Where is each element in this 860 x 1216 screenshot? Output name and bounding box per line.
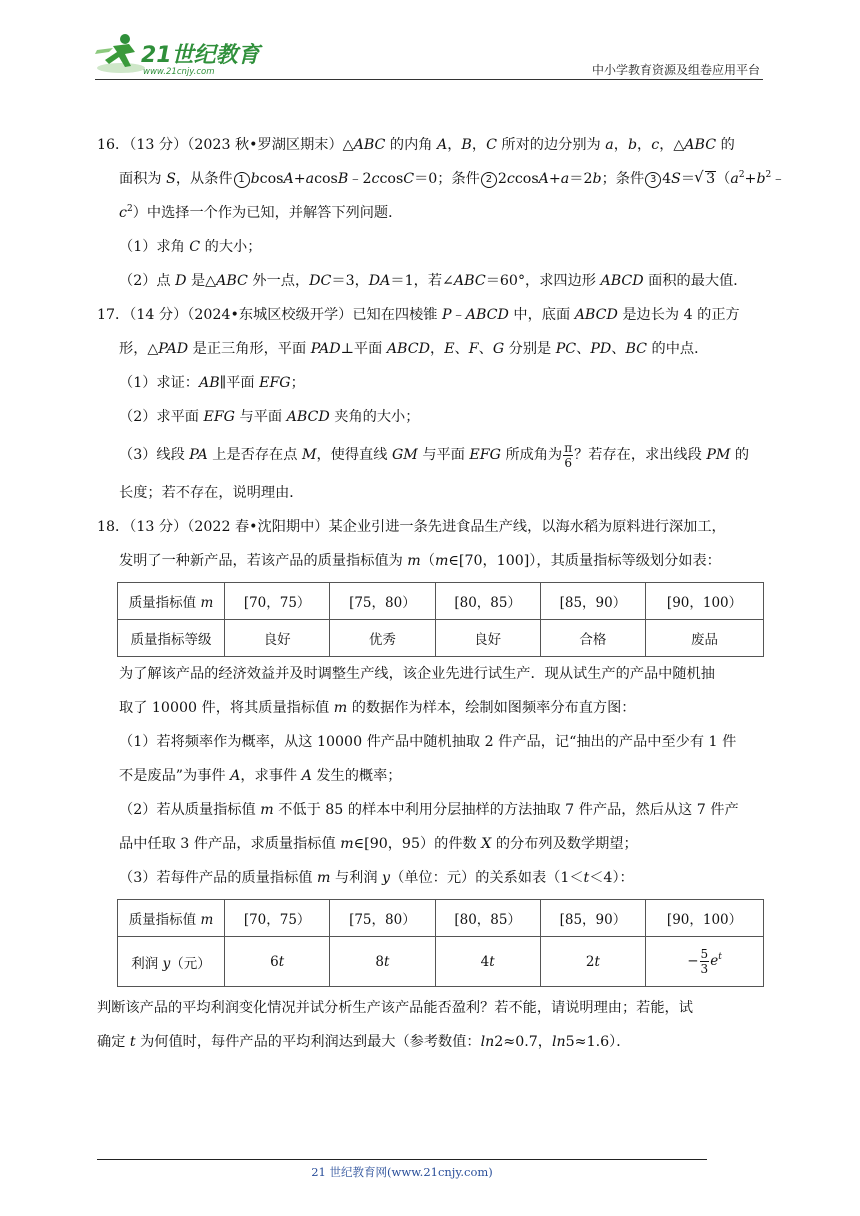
circled-number-3: 3 xyxy=(645,172,661,188)
logo-text: 21世纪教育 xyxy=(141,43,260,68)
table-header-cell: 质量指标值 m xyxy=(118,900,225,937)
page-header xyxy=(95,32,760,80)
sqrt-symbol: √ 3 xyxy=(697,162,716,196)
table-header-cell: 质量指标值 m xyxy=(118,583,225,620)
circled-number-2: 2 xyxy=(481,172,497,188)
header-divider xyxy=(95,79,763,80)
q17-sub-2: （2）求平面 EFG 与平面 ABCD 夹角的大小； xyxy=(119,409,420,425)
profit-table xyxy=(117,899,764,987)
table-cell: [85，90） xyxy=(540,900,645,937)
table-cell: 4t xyxy=(435,937,540,987)
q18-para-1: 为了解该产品的经济效益并及时调整生产线，该企业先进行试生产．现从试生产的产品中随机抽 xyxy=(119,666,715,682)
logo-url: www.21cnjy.com xyxy=(143,67,215,77)
table-cell: [90，100） xyxy=(646,583,764,620)
fraction-5-over-3: $\frac{5}{3}$ xyxy=(700,947,709,976)
q17-number: 17． xyxy=(97,307,130,323)
question-17 xyxy=(97,298,765,510)
q18-end-1: 判断该产品的平均利润变化情况并试分析生产该产品能否盈利？若不能，请说明理由；若能，试 xyxy=(97,1000,693,1016)
q18-sub-3: （3）若每件产品的质量指标值 m 与利润 y（单位：元）的关系如表（1＜t＜4）： xyxy=(119,870,634,886)
table-cell: [75，80） xyxy=(330,900,435,937)
table-header-cell: 利润 y（元） xyxy=(118,937,225,987)
table-cell: 良好 xyxy=(225,620,330,657)
grade-table xyxy=(117,582,764,657)
table-cell: [80，85） xyxy=(435,583,540,620)
grade-table-wrap xyxy=(117,582,765,657)
table-cell: [85，90） xyxy=(540,583,645,620)
q18-sub-1b: 不是废品”为事件 A，求事件 A 发生的概率； xyxy=(119,768,402,784)
q17-line-2: 形，△PAD 是正三角形，平面 PAD⊥平面 ABCD，E、F、G 分别是 PC、PD、BC 的中点． xyxy=(119,341,709,357)
q16-sub-1: （1）求角 C 的大小； xyxy=(119,239,262,255)
table-row xyxy=(118,583,764,620)
table-row xyxy=(118,937,764,987)
q18-para-2: 取了 10000 件，将其质量指标值 m 的数据作为样本，绘制如图频率分布直方图： xyxy=(119,700,636,716)
table-cell: 废品 xyxy=(646,620,764,657)
table-cell: 合格 xyxy=(540,620,645,657)
page-footer[interactable]: 21 世纪教育网(www.21cnjy.com) xyxy=(311,1165,493,1179)
q18-sub-2b: 品中任取 3 件产品，求质量指标值 m∈[90，95）的件数 X 的分布列及数学期望； xyxy=(119,836,638,852)
table-cell: 2t xyxy=(540,937,645,987)
q18-line-2: 发明了一种新产品，若该产品的质量指标值为 m（m∈[70，100]），其质量指标等级划分如表： xyxy=(119,553,721,569)
q17-sub-1: （1）求证：AB∥平面 EFG； xyxy=(119,375,305,391)
q16-line-2: 面积为 S，从条件 1 bcosA+acosB﹣2ccosC＝0；条件 2 2ccosA+a＝2b；条件 3 4S＝√ $3(a^2+b^2﹣$ xyxy=(97,162,765,196)
platform-name: 中小学教育资源及组卷应用平台 xyxy=(591,63,760,77)
table-cell: [70，75） xyxy=(225,583,330,620)
q16-sub-2: （2）点 D 是△ABC 外一点，DC＝3，DA＝1，若∠ABC＝60°，求四边形 ABCD 面积的最大值． xyxy=(119,273,748,289)
table-cell: 8t xyxy=(330,937,435,987)
q18-sub-2a: （2）若从质量指标值 m 不低于 85 的样本中利用分层抽样的方法抽取 7 件产品，然后从这 7 件产 xyxy=(119,802,739,818)
table-cell: 优秀 xyxy=(330,620,435,657)
q17-line-last: 长度；若不存在，说明理由． xyxy=(119,485,304,501)
logo-runner-icon xyxy=(95,32,265,78)
table-cell: [75，80） xyxy=(330,583,435,620)
question-16 xyxy=(97,128,786,298)
table-cell: 良好 xyxy=(435,620,540,657)
table-cell: [70，75） xyxy=(225,900,330,937)
q16-number: 16． xyxy=(97,137,130,153)
q18-number: 18． xyxy=(97,519,130,535)
table-cell: [90，100） xyxy=(646,900,764,937)
footer-divider xyxy=(97,1159,707,1160)
document-body xyxy=(97,128,786,1059)
q18-line-1: 18．（13 分）（2022 春•沈阳期中）某企业引进一条先进食品生产线，以海水稻为原料进行深加工， xyxy=(97,519,726,535)
q18-sub-1a: （1）若将频率作为概率，从这 10000 件产品中随机抽取 2 件产品，记“抽出的产品中至少有 1 件 xyxy=(119,734,737,750)
circled-number-1: 1 xyxy=(234,172,250,188)
q16-line-1: 16．（13 分）（2023 秋•罗湖区期末）△ABC 的内角 A，B，C 所对的边分别为 a，b，c，△ABC 的 xyxy=(97,137,735,153)
table-header-cell: 质量指标等级 xyxy=(118,620,225,657)
q17-sub-3: （3）线段 PA 上是否存在点 M，使得直线 GM 与平面 EFG 所成角为 $\frac{\pi}{6}$ ？若存在，求出线段 PM 的 xyxy=(119,440,750,470)
q16-line-3: $c^2$）中选择一个作为已知，并解答下列问题． xyxy=(119,204,403,221)
q17-line-1: 17．（14 分）（2024•东城区校级开学）已知在四棱锥 P﹣ABCD 中，底面 ABCD 是边长为 4 的正方 xyxy=(97,307,740,323)
table-cell: 6t xyxy=(225,937,330,987)
fraction-pi-over-6: $\frac{\pi}{6}$ xyxy=(564,440,573,470)
table-row xyxy=(118,620,764,657)
table-cell: − $\frac{5}{3}$ $e^t$ xyxy=(646,937,764,987)
site-logo[interactable] xyxy=(95,32,265,78)
table-row xyxy=(118,900,764,937)
question-18 xyxy=(97,510,765,1059)
table-cell: [80，85） xyxy=(435,900,540,937)
profit-table-wrap xyxy=(117,899,765,987)
q18-end-2: 确定 t 为何值时，每件产品的平均利润达到最大（参考数值：ln2≈0.7，ln5≈1.6）． xyxy=(97,1034,631,1050)
